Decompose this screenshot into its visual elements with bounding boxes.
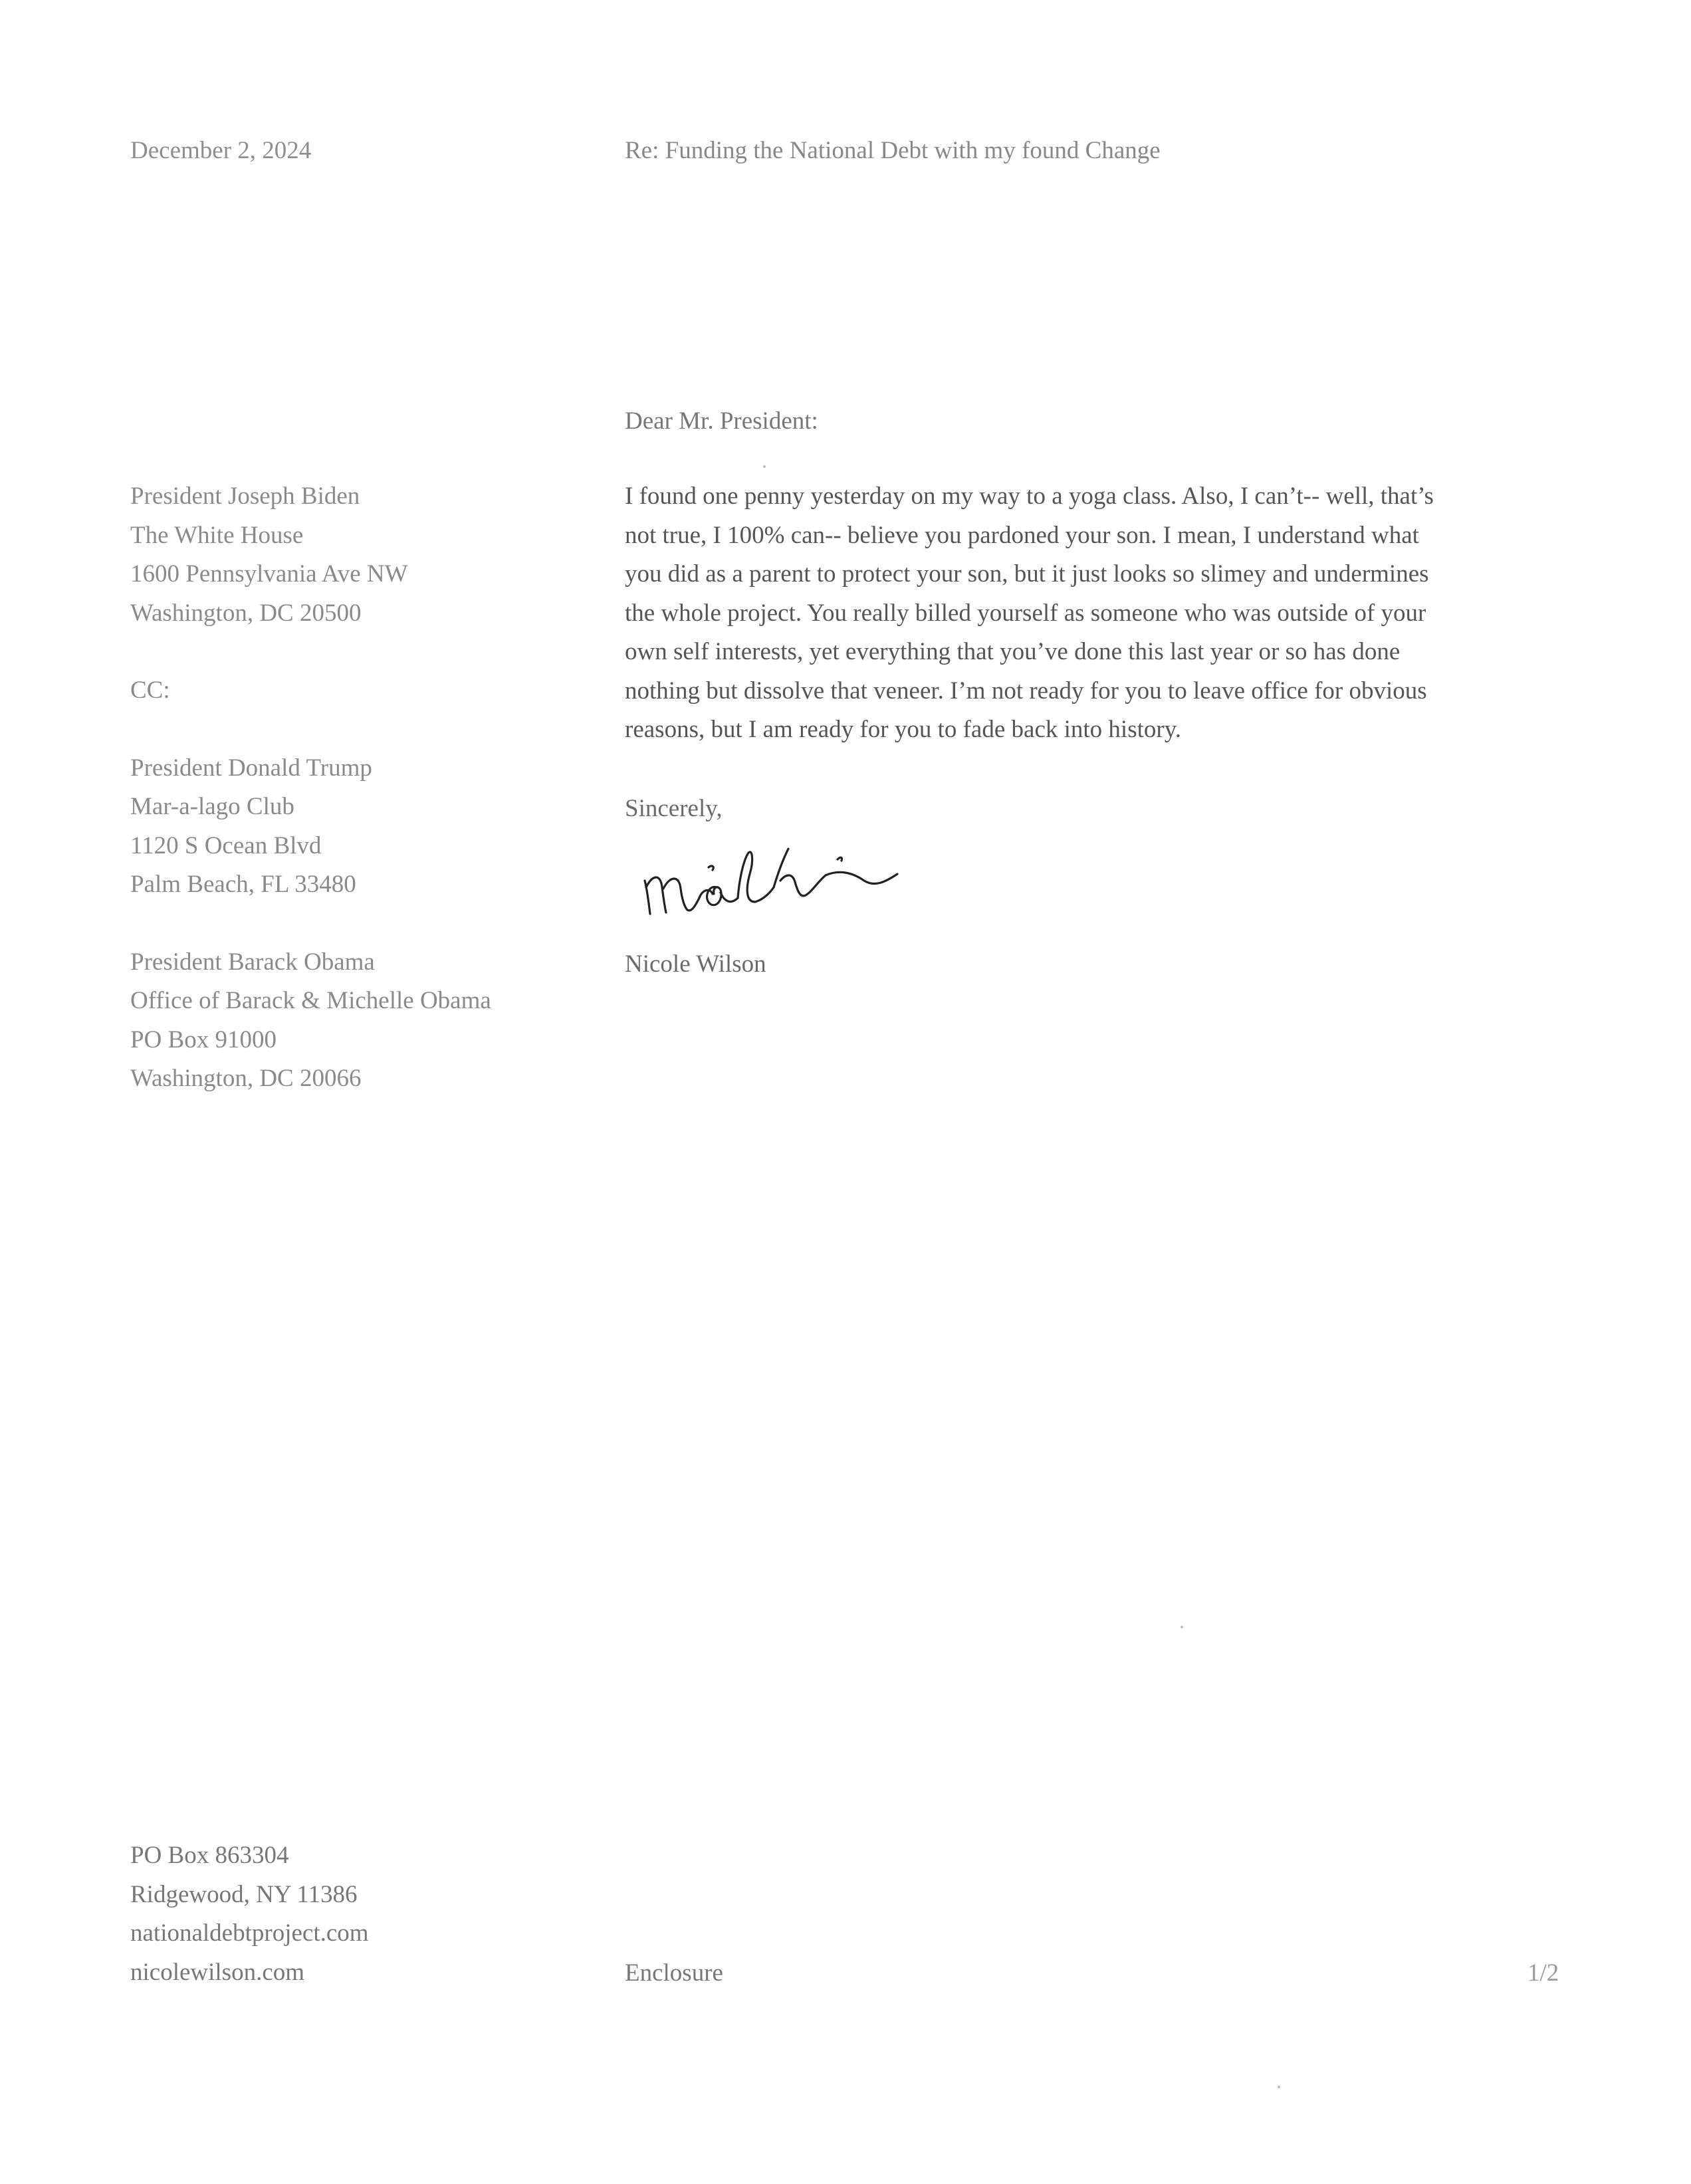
cc-address-trump (130, 749, 596, 905)
footer-website-project: nationaldebtproject.com (130, 1919, 369, 1947)
footer-contact (130, 1836, 369, 1992)
body-line: own self interests, yet everything that you’ve done this last year or so has done (625, 638, 1401, 665)
address-line: 1600 Pennsylvania Ave NW (130, 560, 408, 588)
footer-city: Ridgewood, NY 11386 (130, 1880, 358, 1908)
address-line: PO Box 91000 (130, 1026, 277, 1053)
cc-label: CC: (130, 677, 170, 704)
signer-name: Nicole Wilson (625, 950, 766, 978)
body-line: you did as a parent to protect your son, but it just looks so slimey and undermines (625, 560, 1429, 588)
scan-speck (1278, 2086, 1280, 2088)
cc-address-obama (130, 943, 596, 1099)
recipient-column (130, 477, 596, 1099)
footer-po-box: PO Box 863304 (130, 1842, 289, 1869)
address-line: The White House (130, 521, 304, 549)
body-line: nothing but dissolve that veneer. I’m not ready for you to leave office for obvious (625, 677, 1427, 705)
body-line: not true, I 100% can-- believe you pardoned your son. I mean, I understand what (625, 521, 1419, 549)
page-number: 1/2 (1527, 1959, 1559, 1987)
body-line: reasons, but I am ready for you to fade back into history. (625, 716, 1182, 743)
address-line: Palm Beach, FL 33480 (130, 871, 356, 898)
letter-subject: Re: Funding the National Debt with my found Change (625, 137, 1161, 164)
closing: Sincerely, (625, 795, 723, 822)
address-line: President Barack Obama (130, 948, 375, 976)
address-line: President Donald Trump (130, 754, 372, 782)
address-line: 1120 S Ocean Blvd (130, 831, 322, 859)
letter-date: December 2, 2024 (130, 137, 312, 164)
handwritten-signature (638, 841, 951, 921)
salutation: Dear Mr. President: (625, 407, 818, 435)
address-line: Office of Barack & Michelle Obama (130, 987, 491, 1014)
enclosure-label: Enclosure (625, 1959, 723, 1987)
body-line: the whole project. You really billed yourself as someone who was outside of your (625, 599, 1426, 627)
letter-body (625, 477, 1542, 750)
scan-speck (1181, 1626, 1183, 1628)
address-line: Washington, DC 20066 (130, 1065, 362, 1092)
address-line: Mar-a-lago Club (130, 793, 294, 820)
primary-address (130, 477, 596, 633)
address-line: President Joseph Biden (130, 483, 360, 510)
body-line: I found one penny yesterday on my way to a yoga class. Also, I can’t-- well, that’s (625, 483, 1434, 510)
address-line: Washington, DC 20500 (130, 599, 362, 627)
scan-speck (763, 465, 766, 468)
footer-website-personal: nicolewilson.com (130, 1958, 305, 1986)
